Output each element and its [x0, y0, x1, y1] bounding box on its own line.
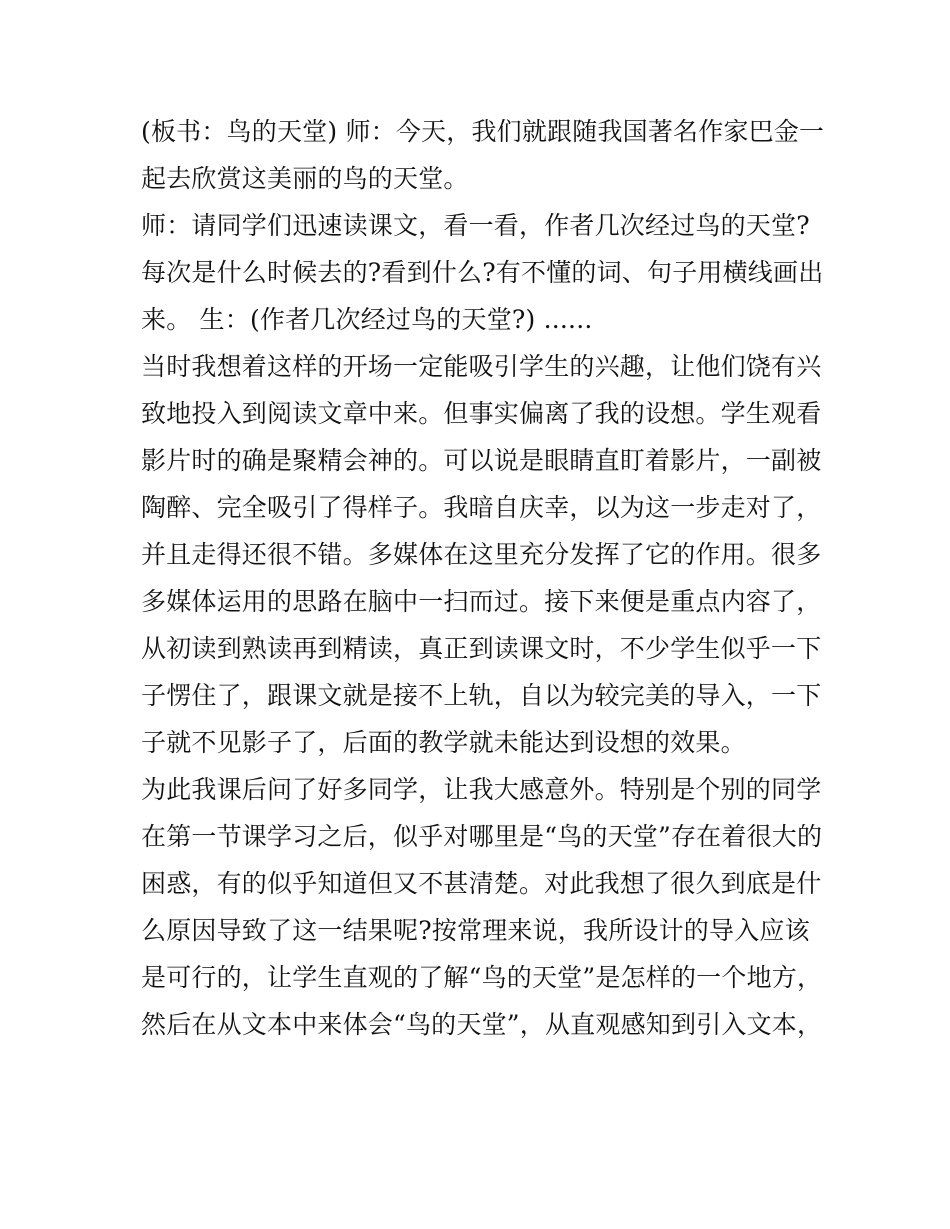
text-line: 么原因导致了这一结果呢?按常理来说，我所设计的导入应该 [141, 916, 810, 945]
text-line: (板书：鸟的天堂) 师：今天，我们就跟随我国著名作家巴金一 [141, 117, 825, 146]
body-text [141, 108, 825, 1048]
text-line: 并且走得还很不错。多媒体在这里充分发挥了它的作用。很多 [141, 540, 822, 569]
text-line: 致地投入到阅读文章中来。但事实偏离了我的设想。学生观看 [141, 399, 822, 428]
text-line: 在第一节课学习之后，似乎对哪里是“鸟的天堂”存在着很大的 [141, 822, 823, 851]
text-line: 为此我课后问了好多同学，让我大感意外。特别是个别的同学 [141, 775, 822, 804]
text-line: 子就不见影子了，后面的教学就未能达到设想的效果。 [141, 728, 746, 757]
text-line: 影片时的确是聚精会神的。可以说是眼睛直盯着影片，一副被 [141, 446, 822, 475]
text-line: 多媒体运用的思路在脑中一扫而过。接下来便是重点内容了， [141, 587, 822, 616]
text-line: 当时我想着这样的开场一定能吸引学生的兴趣，让他们饶有兴 [141, 352, 822, 381]
text-line: 每次是什么时候去的?看到什么?有不懂的词、句子用横线画出 [141, 258, 824, 287]
text-line: 从初读到熟读再到精读，真正到读课文时，不少学生似乎一下 [141, 634, 822, 663]
text-line: 陶醉、完全吸引了得样子。我暗自庆幸，以为这一步走对了， [141, 493, 822, 522]
text-line: 子愣住了，跟课文就是接不上轨，自以为较完美的导入，一下 [141, 681, 822, 710]
text-line: 是可行的，让学生直观的了解“鸟的天堂”是怎样的一个地方， [141, 963, 823, 992]
text-line: 起去欣赏这美丽的鸟的天堂。 [141, 164, 469, 193]
text-line: 来。 生：(作者几次经过鸟的天堂?) ...... [141, 305, 593, 334]
text-line: 然后在从文本中来体会“鸟的天堂”，从直观感知到引入文本， [141, 1010, 823, 1039]
text-line: 师：请同学们迅速读课文，看一看，作者几次经过鸟的天堂? [141, 211, 810, 240]
text-line: 困惑，有的似乎知道但又不甚清楚。对此我想了很久到底是什 [141, 869, 822, 898]
